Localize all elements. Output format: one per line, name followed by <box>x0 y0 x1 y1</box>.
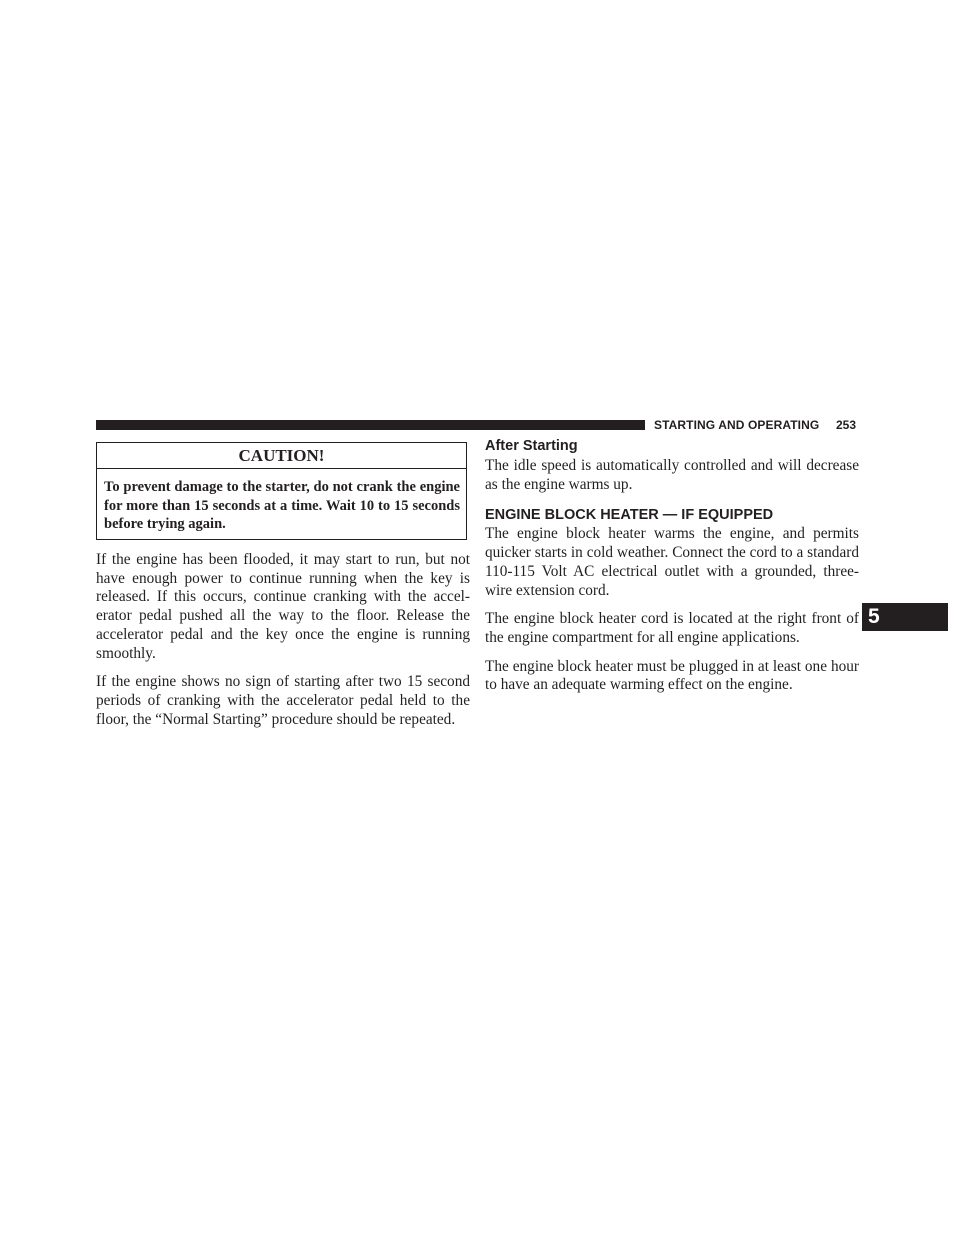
header-rule <box>96 420 645 430</box>
caution-title: CAUTION! <box>97 443 466 469</box>
section-title: STARTING AND OPERATING <box>654 418 820 432</box>
right-column <box>485 437 859 705</box>
paragraph-heater-purpose: The engine block heater warms the engine, and permits quicker starts in cold weather. Connect the cord to a standard 110-115 Volt AC electrical outlet with a grounded, three-wire extension cord. <box>485 525 859 599</box>
paragraph-heater-cord-location: The engine block heater cord is located at the right front of the engine compartment for all engine applications. <box>485 610 859 646</box>
page-number: 253 <box>836 418 857 432</box>
paragraph-heater-plug-time: The engine block heater must be plugged in at least one hour to have an adequate warming effect on the engine. <box>485 657 859 694</box>
chapter-tab: 5 <box>862 603 948 631</box>
left-column <box>96 551 470 739</box>
caution-text: To prevent damage to the starter, do not crank the engine for more than 15 seconds at a time. Wait 10 to 15 seconds before trying again. <box>104 479 460 532</box>
after-starting-heading: After Starting <box>485 438 578 454</box>
caution-box <box>96 442 467 540</box>
paragraph-no-start: If the engine shows no sign of starting after two 15 second periods of cranking with the accelerator pedal held to the floor, the “Normal Starting” procedure should be repeated. <box>96 673 470 728</box>
after-starting-text: The idle speed is automatically controlled and will decrease as the engine warms up. <box>485 457 859 493</box>
paragraph-flooded-engine: If the engine has been flooded, it may start to run, but not have enough power to continue running when the key is released. If this occurs, continue cranking with the accelerator pedal pushed all the way to the floor. Release the accelerator pedal and the key once the engine is running smoothly. <box>96 551 470 662</box>
engine-block-heater-heading: ENGINE BLOCK HEATER — IF EQUIPPED <box>485 507 774 524</box>
